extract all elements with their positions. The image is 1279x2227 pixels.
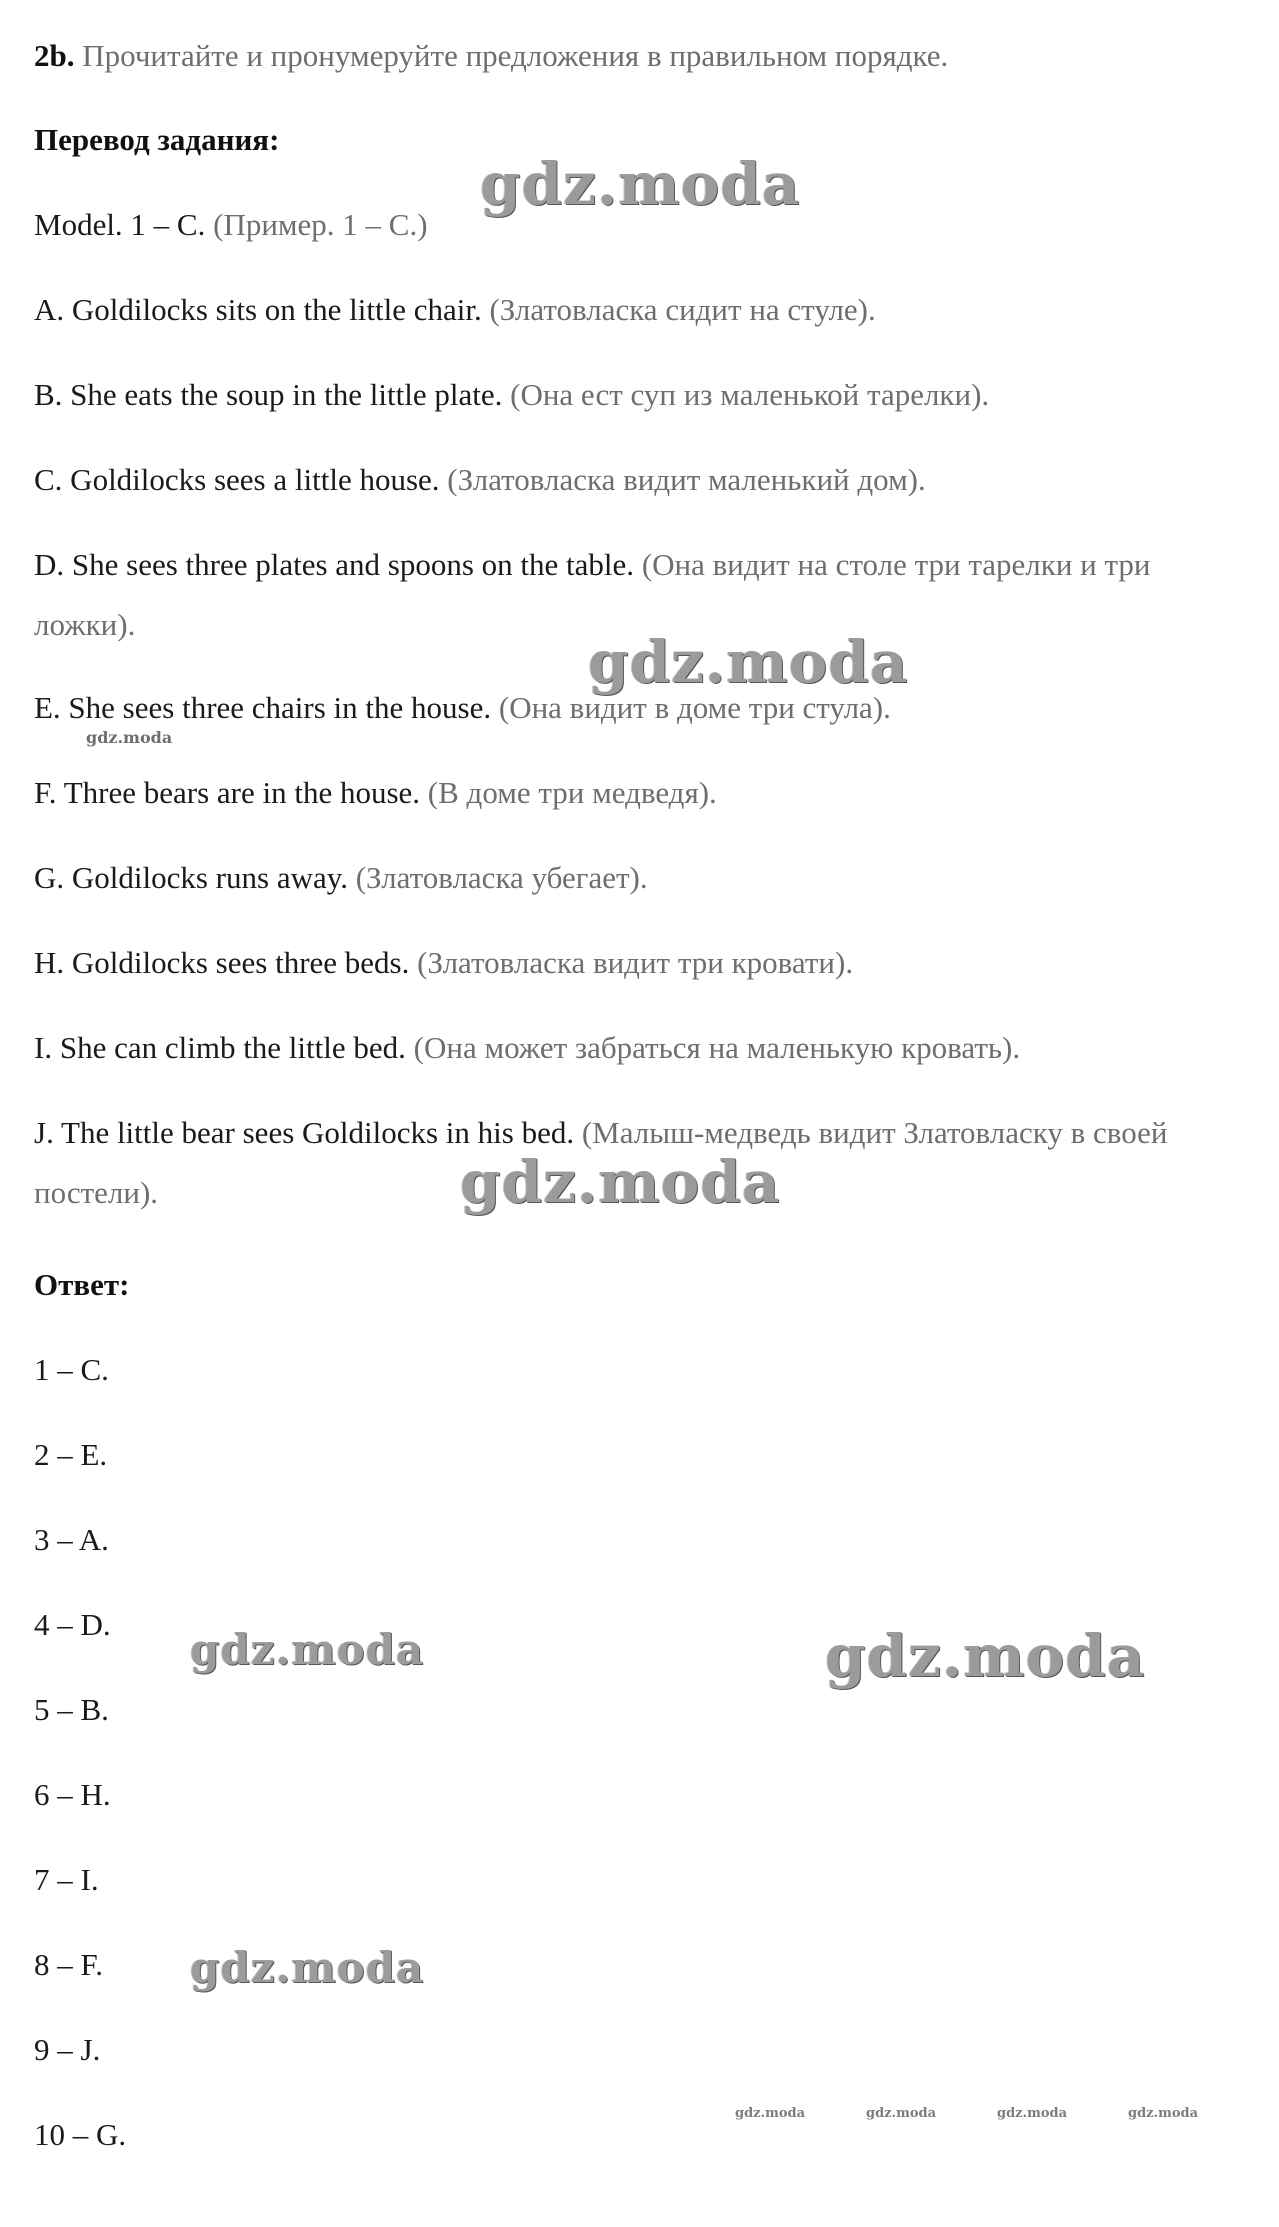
answer-item: 8 – F. xyxy=(34,1947,104,1982)
sentence-i xyxy=(34,1028,1020,1068)
answer-heading: Ответ: xyxy=(34,1267,130,1302)
task-text: Прочитайте и пронумеруйте предложения в правильном порядке. xyxy=(82,38,949,73)
sentence-ru: (Златовласка убегает). xyxy=(355,860,648,895)
watermark: gdz.moda xyxy=(190,1943,425,1992)
answer-item: 9 – J. xyxy=(34,2032,101,2067)
sentence-en: D. She sees three plates and spoons on the table. xyxy=(34,547,635,582)
sentence-b xyxy=(34,375,989,415)
sentence-ru: (Малыш-медведь видит Златовласку в своей постели). xyxy=(34,1115,1168,1210)
sentence-c xyxy=(34,460,926,500)
sentence-a xyxy=(34,290,876,330)
sentence-f xyxy=(34,773,717,813)
answer-item: 3 – A. xyxy=(34,1522,109,1557)
sentence-en: F. Three bears are in the house. xyxy=(34,775,421,810)
answer-item: 2 – E. xyxy=(34,1437,108,1472)
sentence-en: H. Goldilocks sees three beds. xyxy=(34,945,410,980)
task-number: 2b. xyxy=(34,38,75,73)
translation-heading: Перевод задания: xyxy=(34,122,280,157)
sentence-en: J. The little bear sees Goldilocks in his bed. xyxy=(34,1115,575,1150)
sentence-ru: (В доме три медведя). xyxy=(427,775,717,810)
watermark: gdz.moda xyxy=(997,2106,1068,2121)
sentence-ru: (Златовласка сидит на стуле). xyxy=(489,292,876,327)
watermark: gdz.moda xyxy=(866,2106,937,2121)
watermark: gdz.moda xyxy=(460,1148,781,1216)
answer-item: 1 – C. xyxy=(34,1352,109,1387)
sentence-ru: (Она ест суп из маленькой тарелки). xyxy=(510,377,990,412)
model-ru: (Пример. 1 – С.) xyxy=(213,207,428,242)
sentence-ru: (Златовласка видит маленький дом). xyxy=(447,462,926,497)
model-en: Model. 1 – C. xyxy=(34,207,206,242)
task-line xyxy=(34,36,948,76)
sentence-en: B. She eats the soup in the little plate. xyxy=(34,377,503,412)
sentence-ru: (Златовласка видит три кровати). xyxy=(417,945,854,980)
watermark: gdz.moda xyxy=(1128,2106,1199,2121)
watermark: gdz.moda xyxy=(480,150,801,218)
sentence-h xyxy=(34,943,853,983)
answer-item: 4 – D. xyxy=(34,1607,111,1642)
sentence-en: E. She sees three chairs in the house. xyxy=(34,690,492,725)
watermark: gdz.moda xyxy=(86,728,173,747)
watermark: gdz.moda xyxy=(588,628,909,696)
sentence-ru: (Она может забраться на маленькую кровать). xyxy=(413,1030,1021,1065)
answer-item: 6 – H. xyxy=(34,1777,111,1812)
sentence-en: I. She can climb the little bed. xyxy=(34,1030,406,1065)
sentence-en: A. Goldilocks sits on the little chair. xyxy=(34,292,482,327)
sentence-en: G. Goldilocks runs away. xyxy=(34,860,348,895)
watermark: gdz.moda xyxy=(190,1625,425,1674)
answer-item: 7 – I. xyxy=(34,1862,99,1897)
answer-item: 10 – G. xyxy=(34,2117,127,2152)
answer-item: 5 – B. xyxy=(34,1692,109,1727)
sentence-ru: (Она видит в доме три стула). xyxy=(498,690,891,725)
sentence-ru: (Она видит на столе три тарелки и три ложки). xyxy=(34,547,1151,642)
sentence-g xyxy=(34,858,648,898)
watermark: gdz.moda xyxy=(825,1622,1146,1690)
watermark: gdz.moda xyxy=(735,2106,806,2121)
sentence-en: C. Goldilocks sees a little house. xyxy=(34,462,440,497)
model-line xyxy=(34,205,428,245)
